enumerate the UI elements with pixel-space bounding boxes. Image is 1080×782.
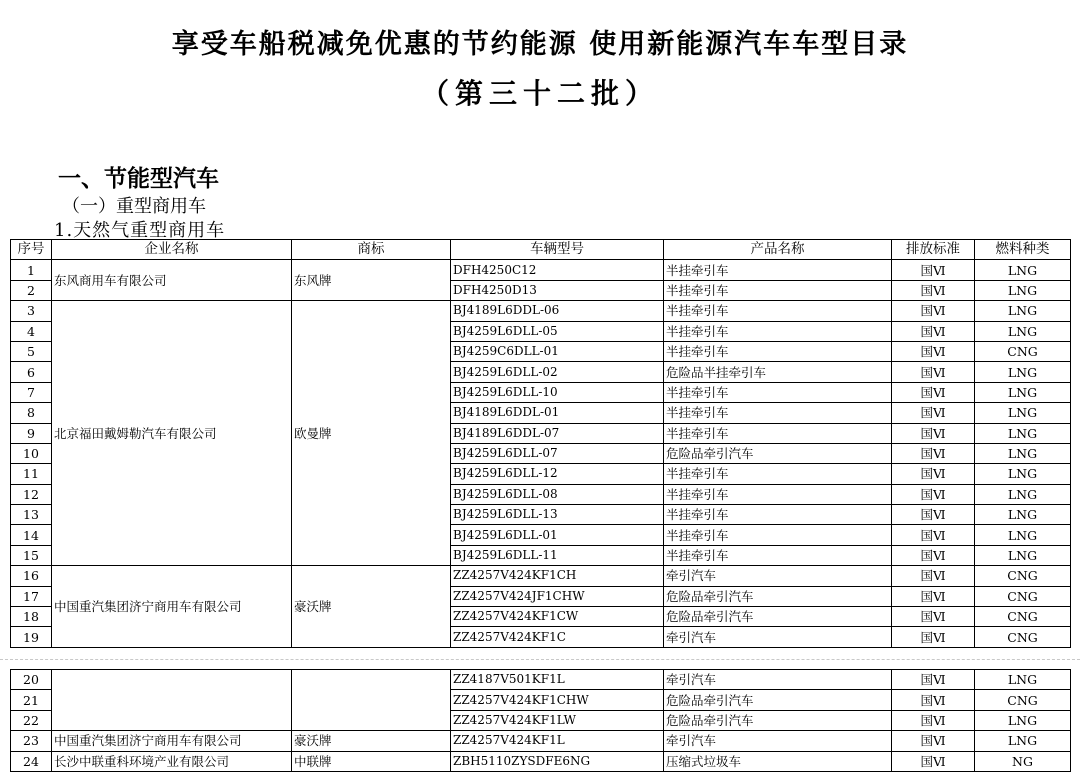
subsection-heading: （一）重型商用车 — [62, 196, 206, 217]
emission-standard-cell: 国Ⅵ — [892, 566, 975, 586]
row-number-cell: 10 — [11, 443, 52, 463]
product-name-cell: 半挂牵引车 — [664, 403, 892, 423]
fuel-type-cell: LNG — [975, 403, 1071, 423]
product-name-cell: 危险品半挂牵引车 — [664, 362, 892, 382]
emission-standard-cell: 国Ⅵ — [892, 423, 975, 443]
row-number-cell: 1 — [11, 260, 52, 280]
product-name-cell: 牵引汽车 — [664, 627, 892, 647]
product-name-cell: 半挂牵引车 — [664, 525, 892, 545]
product-name-cell: 压缩式垃圾车 — [664, 751, 892, 771]
fuel-type-cell: LNG — [975, 525, 1071, 545]
row-number-cell: 5 — [11, 341, 52, 361]
vehicle-model-cell: ZZ4257V424KF1CH — [451, 566, 664, 586]
section-heading: 一、节能型汽车 — [58, 166, 219, 192]
row-number-cell: 2 — [11, 280, 52, 300]
emission-standard-cell: 国Ⅵ — [892, 443, 975, 463]
fuel-type-cell: LNG — [975, 301, 1071, 321]
row-number-cell: 7 — [11, 382, 52, 402]
header-cell: 商标 — [292, 240, 451, 260]
product-name-cell: 半挂牵引车 — [664, 341, 892, 361]
product-name-cell: 半挂牵引车 — [664, 505, 892, 525]
emission-standard-cell: 国Ⅵ — [892, 321, 975, 341]
row-number-cell: 20 — [11, 670, 52, 690]
vehicle-model-cell: BJ4259C6DLL-01 — [451, 341, 664, 361]
page-break-divider — [0, 659, 1080, 660]
fuel-type-cell: LNG — [975, 382, 1071, 402]
product-name-cell: 危险品牵引汽车 — [664, 690, 892, 710]
company-name-cell: 东风商用车有限公司 — [52, 260, 292, 301]
header-cell: 燃料种类 — [975, 240, 1071, 260]
emission-standard-cell: 国Ⅵ — [892, 710, 975, 730]
vehicle-model-cell: BJ4189L6DDL-07 — [451, 423, 664, 443]
fuel-type-cell: LNG — [975, 362, 1071, 382]
emission-standard-cell: 国Ⅵ — [892, 627, 975, 647]
emission-standard-cell: 国Ⅵ — [892, 751, 975, 771]
product-name-cell: 牵引汽车 — [664, 670, 892, 690]
vehicle-model-cell: BJ4259L6DLL-12 — [451, 464, 664, 484]
product-name-cell: 半挂牵引车 — [664, 545, 892, 565]
brand-cell: 中联牌 — [292, 751, 451, 771]
product-name-cell: 危险品牵引汽车 — [664, 607, 892, 627]
row-number-cell: 19 — [11, 627, 52, 647]
emission-standard-cell: 国Ⅵ — [892, 525, 975, 545]
header-cell: 产品名称 — [664, 240, 892, 260]
vehicle-model-cell: BJ4189L6DDL-01 — [451, 403, 664, 423]
row-number-cell: 17 — [11, 586, 52, 606]
vehicle-model-cell: BJ4259L6DLL-05 — [451, 321, 664, 341]
row-number-cell: 11 — [11, 464, 52, 484]
vehicle-model-cell: BJ4259L6DLL-11 — [451, 545, 664, 565]
row-number-cell: 14 — [11, 525, 52, 545]
vehicle-model-cell: ZZ4257V424KF1LW — [451, 710, 664, 730]
fuel-type-cell: LNG — [975, 464, 1071, 484]
product-name-cell: 危险品牵引汽车 — [664, 710, 892, 730]
company-name-cell — [52, 670, 292, 731]
header-cell: 企业名称 — [52, 240, 292, 260]
fuel-type-cell: NG — [975, 751, 1071, 771]
emission-standard-cell: 国Ⅵ — [892, 670, 975, 690]
fuel-type-cell: LNG — [975, 484, 1071, 504]
emission-standard-cell: 国Ⅵ — [892, 362, 975, 382]
product-name-cell: 半挂牵引车 — [664, 321, 892, 341]
table-row — [11, 566, 1071, 586]
fuel-type-cell: LNG — [975, 321, 1071, 341]
product-name-cell: 半挂牵引车 — [664, 301, 892, 321]
company-name-cell: 长沙中联重科环境产业有限公司 — [52, 751, 292, 771]
fuel-type-cell: CNG — [975, 566, 1071, 586]
fuel-type-cell: CNG — [975, 341, 1071, 361]
emission-standard-cell: 国Ⅵ — [892, 586, 975, 606]
fuel-type-cell: CNG — [975, 627, 1071, 647]
vehicle-table-continued — [10, 669, 1071, 772]
emission-standard-cell: 国Ⅵ — [892, 403, 975, 423]
document-title: 享受车船税减免优惠的节约能源 使用新能源汽车车型目录 — [171, 29, 909, 60]
vehicle-model-cell: BJ4259L6DLL-13 — [451, 505, 664, 525]
header-cell: 车辆型号 — [451, 240, 664, 260]
header-cell: 序号 — [11, 240, 52, 260]
emission-standard-cell: 国Ⅵ — [892, 341, 975, 361]
emission-standard-cell: 国Ⅵ — [892, 260, 975, 280]
company-name-cell: 中国重汽集团济宁商用车有限公司 — [52, 731, 292, 751]
row-number-cell: 12 — [11, 484, 52, 504]
row-number-cell: 9 — [11, 423, 52, 443]
table-row — [11, 670, 1071, 690]
emission-standard-cell: 国Ⅵ — [892, 464, 975, 484]
table-row — [11, 260, 1071, 280]
emission-standard-cell: 国Ⅵ — [892, 505, 975, 525]
fuel-type-cell: LNG — [975, 423, 1071, 443]
vehicle-model-cell: BJ4259L6DLL-01 — [451, 525, 664, 545]
brand-cell: 东风牌 — [292, 260, 451, 301]
vehicle-model-cell: ZZ4257V424KF1L — [451, 731, 664, 751]
product-name-cell: 危险品牵引汽车 — [664, 443, 892, 463]
vehicle-model-cell: BJ4259L6DLL-08 — [451, 484, 664, 504]
header-cell: 排放标准 — [892, 240, 975, 260]
emission-standard-cell: 国Ⅵ — [892, 731, 975, 751]
brand-cell: 豪沃牌 — [292, 731, 451, 751]
vehicle-model-cell: ZZ4257V424KF1CW — [451, 607, 664, 627]
category-heading: 1.天然气重型商用车 — [54, 220, 226, 241]
product-name-cell: 半挂牵引车 — [664, 382, 892, 402]
brand-cell: 欧曼牌 — [292, 301, 451, 566]
emission-standard-cell: 国Ⅵ — [892, 382, 975, 402]
fuel-type-cell: LNG — [975, 505, 1071, 525]
fuel-type-cell: LNG — [975, 280, 1071, 300]
vehicle-model-cell: ZZ4257V424KF1C — [451, 627, 664, 647]
emission-standard-cell: 国Ⅵ — [892, 280, 975, 300]
fuel-type-cell: LNG — [975, 670, 1071, 690]
row-number-cell: 18 — [11, 607, 52, 627]
row-number-cell: 24 — [11, 751, 52, 771]
table-row — [11, 751, 1071, 771]
row-number-cell: 23 — [11, 731, 52, 751]
company-name-cell: 北京福田戴姆勒汽车有限公司 — [52, 301, 292, 566]
row-number-cell: 4 — [11, 321, 52, 341]
fuel-type-cell: LNG — [975, 731, 1071, 751]
row-number-cell: 3 — [11, 301, 52, 321]
product-name-cell: 半挂牵引车 — [664, 280, 892, 300]
vehicle-model-cell: BJ4259L6DLL-02 — [451, 362, 664, 382]
vehicle-model-cell: BJ4259L6DLL-10 — [451, 382, 664, 402]
brand-cell: 豪沃牌 — [292, 566, 451, 648]
emission-standard-cell: 国Ⅵ — [892, 607, 975, 627]
vehicle-model-cell: DFH4250C12 — [451, 260, 664, 280]
product-name-cell: 半挂牵引车 — [664, 464, 892, 484]
vehicle-model-cell: BJ4259L6DLL-07 — [451, 443, 664, 463]
brand-cell — [292, 670, 451, 731]
fuel-type-cell: LNG — [975, 260, 1071, 280]
product-name-cell: 牵引汽车 — [664, 731, 892, 751]
vehicle-model-cell: BJ4189L6DDL-06 — [451, 301, 664, 321]
product-name-cell: 半挂牵引车 — [664, 423, 892, 443]
product-name-cell: 牵引汽车 — [664, 566, 892, 586]
emission-standard-cell: 国Ⅵ — [892, 690, 975, 710]
fuel-type-cell: LNG — [975, 710, 1071, 730]
row-number-cell: 16 — [11, 566, 52, 586]
vehicle-model-cell: ZZ4257V424KF1CHW — [451, 690, 664, 710]
emission-standard-cell: 国Ⅵ — [892, 484, 975, 504]
batch-subtitle: （第三十二批） — [420, 77, 659, 110]
table-header-row — [11, 240, 1071, 260]
vehicle-model-cell: ZBH5110ZYSDFE6NG — [451, 751, 664, 771]
row-number-cell: 15 — [11, 545, 52, 565]
fuel-type-cell: CNG — [975, 586, 1071, 606]
table-row — [11, 301, 1071, 321]
vehicle-table — [10, 239, 1071, 648]
row-number-cell: 22 — [11, 710, 52, 730]
product-name-cell: 危险品牵引汽车 — [664, 586, 892, 606]
row-number-cell: 8 — [11, 403, 52, 423]
vehicle-model-cell: ZZ4187V501KF1L — [451, 670, 664, 690]
emission-standard-cell: 国Ⅵ — [892, 301, 975, 321]
fuel-type-cell: LNG — [975, 545, 1071, 565]
row-number-cell: 21 — [11, 690, 52, 710]
fuel-type-cell: CNG — [975, 690, 1071, 710]
fuel-type-cell: CNG — [975, 607, 1071, 627]
company-name-cell: 中国重汽集团济宁商用车有限公司 — [52, 566, 292, 648]
vehicle-model-cell: DFH4250D13 — [451, 280, 664, 300]
vehicle-model-cell: ZZ4257V424JF1CHW — [451, 586, 664, 606]
emission-standard-cell: 国Ⅵ — [892, 545, 975, 565]
table-row — [11, 731, 1071, 751]
row-number-cell: 6 — [11, 362, 52, 382]
product-name-cell: 半挂牵引车 — [664, 484, 892, 504]
row-number-cell: 13 — [11, 505, 52, 525]
fuel-type-cell: LNG — [975, 443, 1071, 463]
product-name-cell: 半挂牵引车 — [664, 260, 892, 280]
